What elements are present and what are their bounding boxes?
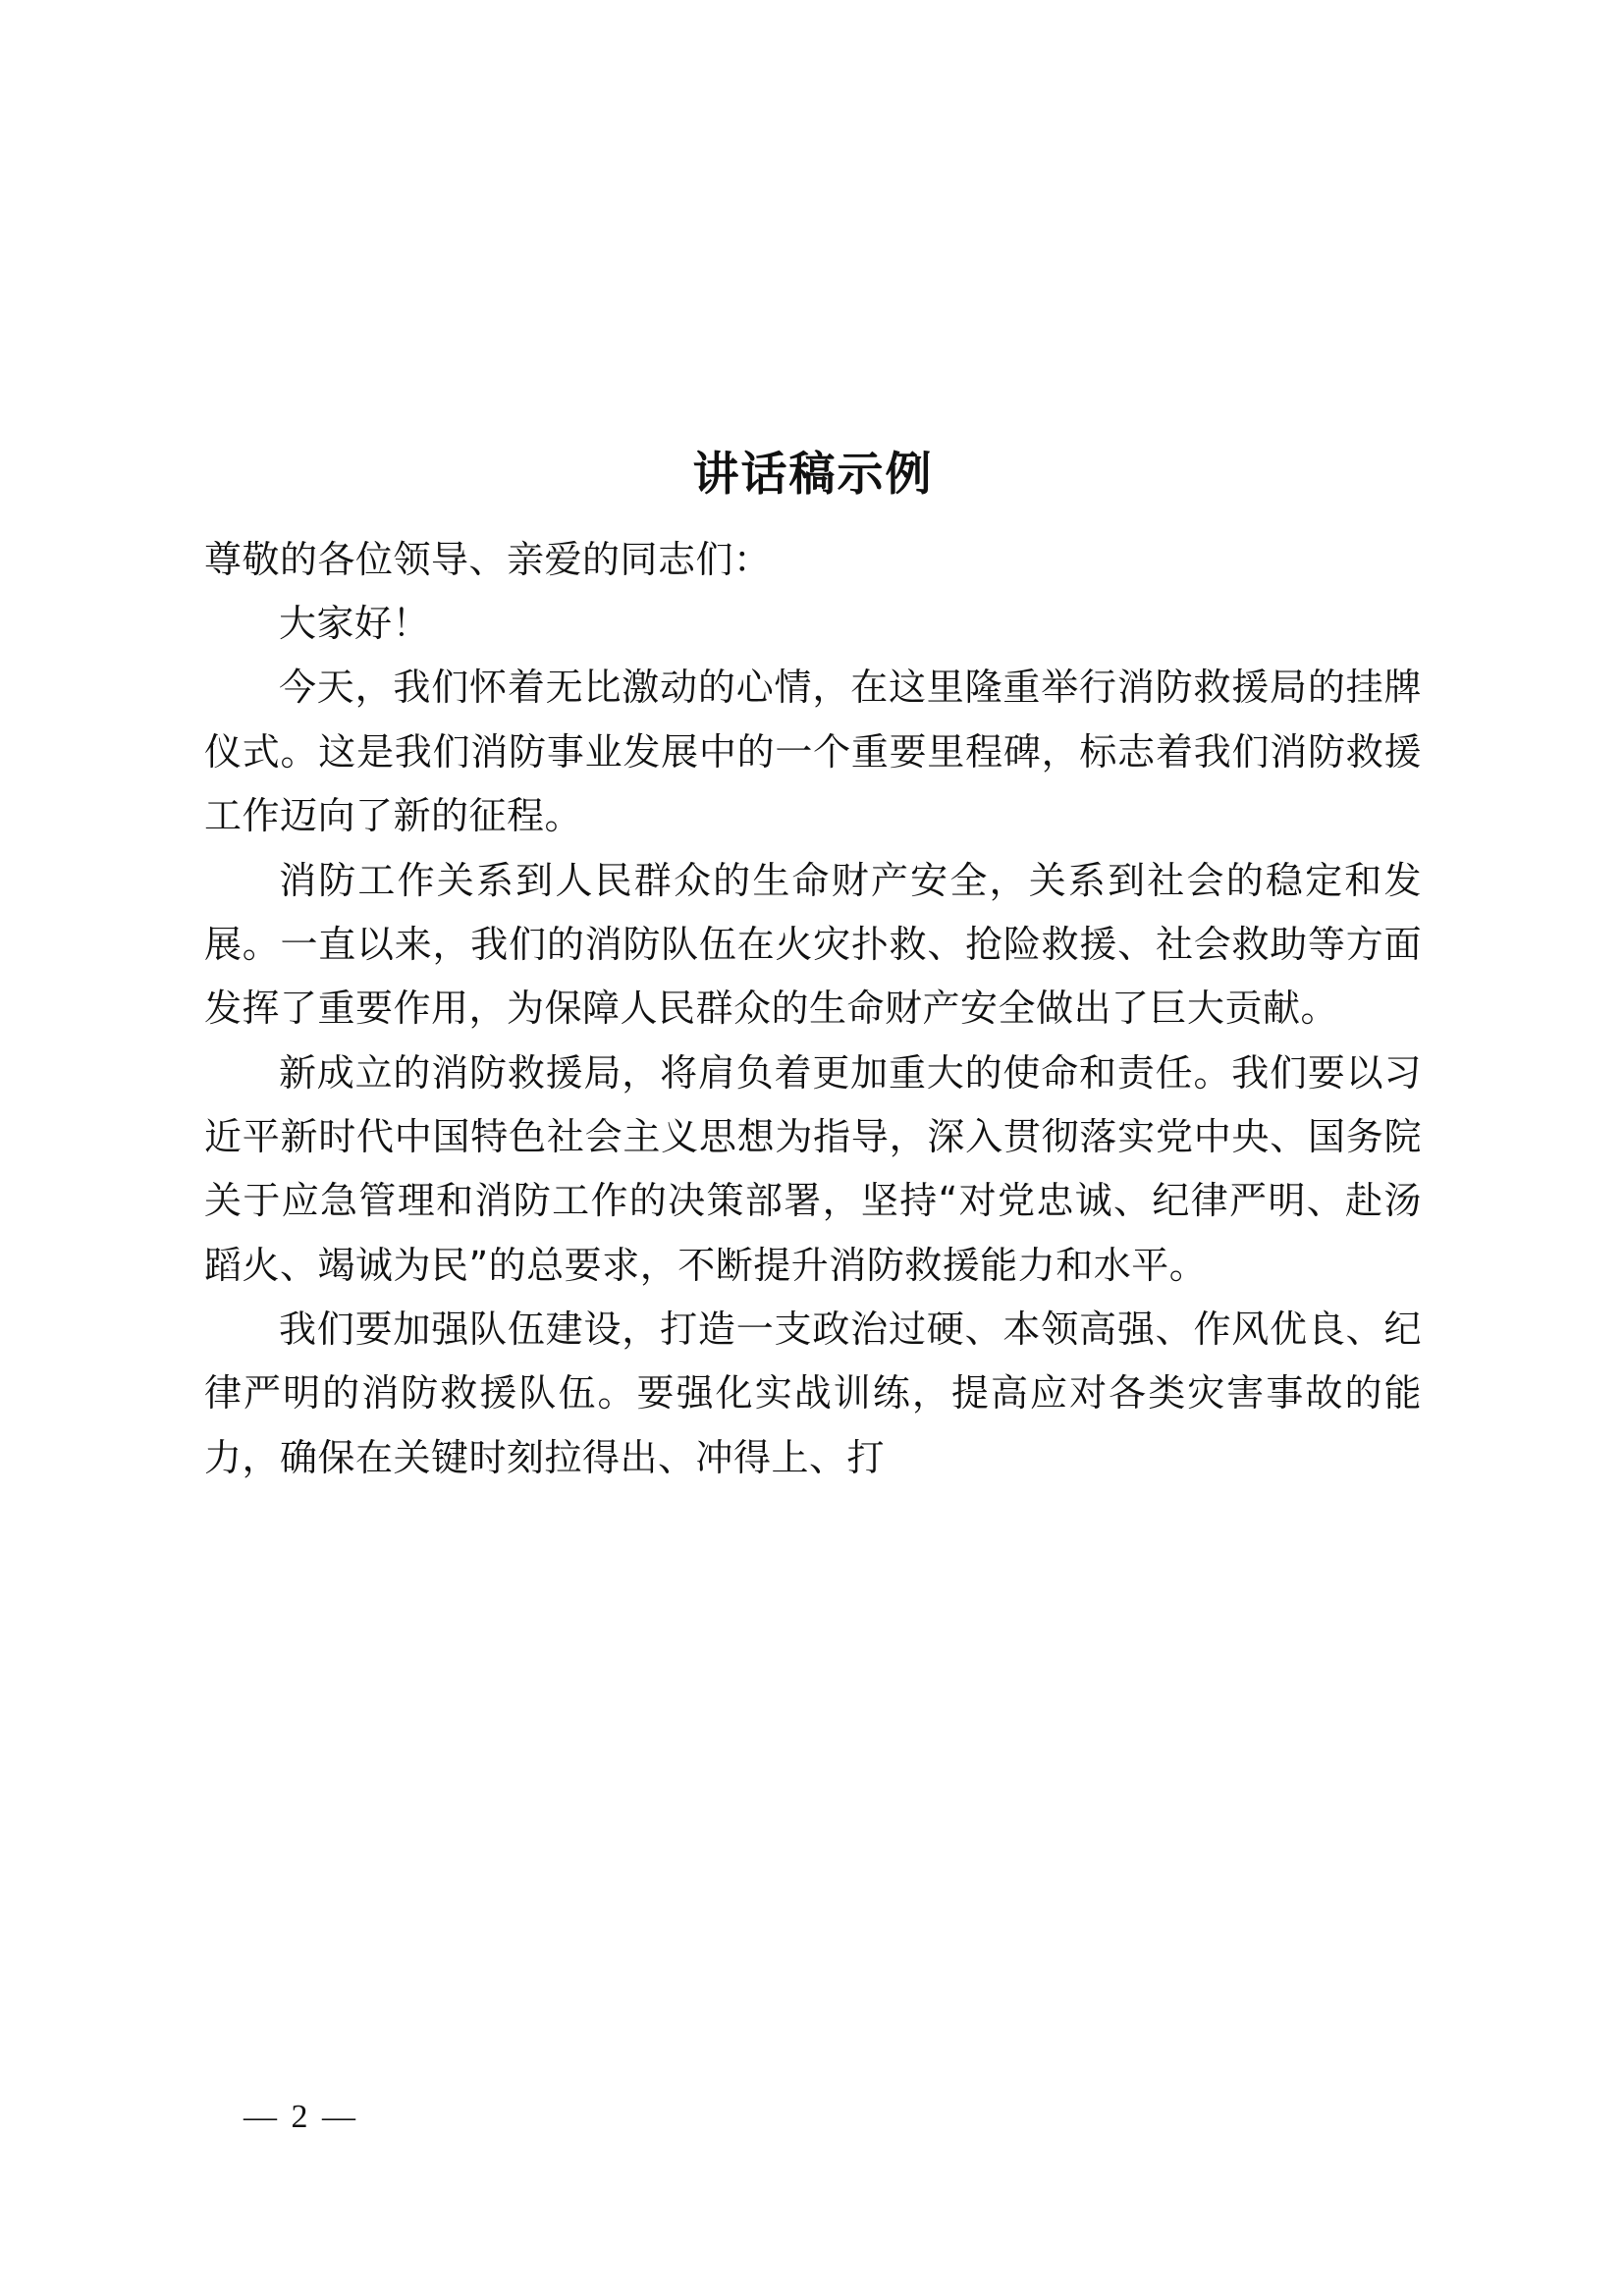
- page-title: 讲话稿示例: [692, 448, 934, 502]
- paragraph-salutation: 尊敬的各位领导、亲爱的同志们：: [204, 537, 772, 581]
- document-body: [204, 447, 1422, 1490]
- paragraph-body-4: 我们要加强队伍建设，打造一支政治过硬、本领高强、作风优良、纪律严明的消防救援队伍。要强化实战训练，提高应对各类灾害事故的能力，确保在关键时刻拉得出、冲得上、打: [204, 1308, 1422, 1479]
- page-number-footer: — 2 —: [244, 2099, 358, 2135]
- paragraph-body-3: 新成立的消防救援局，将肩负着更加重大的使命和责任。我们要以习近平新时代中国特色社会主义思想为指导，深入贯彻落实党中央、国务院关于应急管理和消防工作的决策部署，坚持“对党忠诚、纪律严明、赴汤蹈火、竭诚为民”的总要求，不断提升消防救援能力和水平。: [204, 1050, 1422, 1287]
- paragraph-body-1: 今天，我们怀着无比激动的心情，在这里隆重举行消防救援局的挂牌仪式。这是我们消防事业发展中的一个重要里程碑，标志着我们消防救援工作迈向了新的征程。: [204, 666, 1422, 838]
- paragraph-greeting: 大家好！: [279, 602, 431, 646]
- paragraph-body-2: 消防工作关系到人民群众的生命财产安全，关系到社会的稳定和发展。一直以来，我们的消防队伍在火灾扑救、抢险救援、社会救助等方面发挥了重要作用，为保障人民群众的生命财产安全做出了巨大贡献。: [204, 858, 1422, 1031]
